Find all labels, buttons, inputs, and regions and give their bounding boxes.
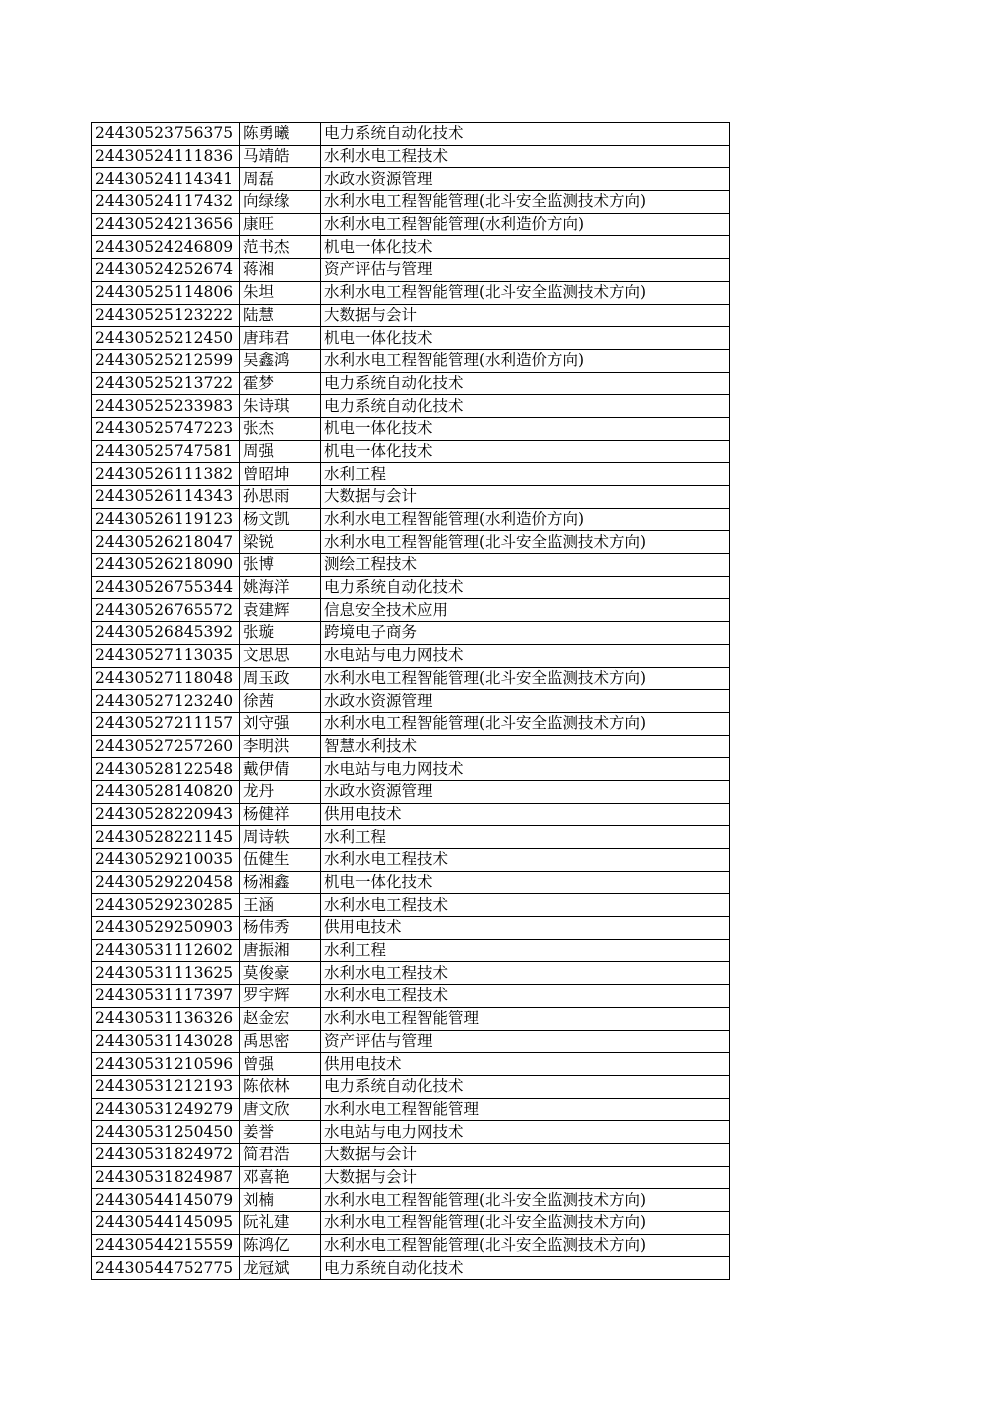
student-name-cell: 曾强 — [240, 1053, 321, 1076]
student-name-cell: 陈鸿亿 — [240, 1234, 321, 1257]
student-name-cell: 姚海洋 — [240, 576, 321, 599]
student-id-cell: 24430531824972 — [92, 1143, 240, 1166]
major-cell: 水利水电工程技术 — [321, 985, 730, 1008]
student-name-cell: 戴伊倩 — [240, 758, 321, 781]
table-row — [92, 1189, 730, 1212]
student-name-cell: 朱诗琪 — [240, 395, 321, 418]
major-cell: 水政水资源管理 — [321, 168, 730, 191]
major-cell: 水利水电工程智能管理(水利造价方向) — [321, 508, 730, 531]
table-row — [92, 372, 730, 395]
major-cell: 电力系统自动化技术 — [321, 1257, 730, 1280]
student-name-cell: 袁建辉 — [240, 599, 321, 622]
table-row — [92, 667, 730, 690]
student-name-cell: 姜誉 — [240, 1121, 321, 1144]
major-cell: 电力系统自动化技术 — [321, 123, 730, 146]
student-id-cell: 24430526114343 — [92, 486, 240, 509]
student-name-cell: 吴鑫鸿 — [240, 349, 321, 372]
student-id-cell: 24430525747223 — [92, 417, 240, 440]
major-cell: 机电一体化技术 — [321, 327, 730, 350]
table-row — [92, 1234, 730, 1257]
student-id-cell: 24430531113625 — [92, 962, 240, 985]
student-id-cell: 24430544215559 — [92, 1234, 240, 1257]
table-row — [92, 962, 730, 985]
table-row — [92, 1166, 730, 1189]
major-cell: 智慧水利技术 — [321, 735, 730, 758]
table-row — [92, 486, 730, 509]
student-name-cell: 伍健生 — [240, 849, 321, 872]
table-row — [92, 145, 730, 168]
student-id-cell: 24430524117432 — [92, 191, 240, 214]
student-name-cell: 蒋湘 — [240, 259, 321, 282]
table-row — [92, 1030, 730, 1053]
major-cell: 水利水电工程智能管理(北斗安全监测技术方向) — [321, 531, 730, 554]
student-name-cell: 唐文欣 — [240, 1098, 321, 1121]
student-name-cell: 梁锐 — [240, 531, 321, 554]
table-row — [92, 712, 730, 735]
student-id-cell: 24430524213656 — [92, 213, 240, 236]
student-id-cell: 24430528140820 — [92, 780, 240, 803]
table-row — [92, 1007, 730, 1030]
table-row — [92, 803, 730, 826]
student-name-cell: 阮礼建 — [240, 1212, 321, 1235]
major-cell: 水利水电工程智能管理 — [321, 1007, 730, 1030]
student-name-cell: 龙丹 — [240, 780, 321, 803]
table-row — [92, 1053, 730, 1076]
table-row — [92, 917, 730, 940]
student-id-cell: 24430525212450 — [92, 327, 240, 350]
table-row — [92, 735, 730, 758]
student-name-cell: 禹思密 — [240, 1030, 321, 1053]
student-name-cell: 霍梦 — [240, 372, 321, 395]
major-cell: 水利水电工程智能管理 — [321, 1098, 730, 1121]
student-id-cell: 24430531112602 — [92, 939, 240, 962]
student-name-cell: 向绿缘 — [240, 191, 321, 214]
student-name-cell: 邓喜艳 — [240, 1166, 321, 1189]
student-name-cell: 李明洪 — [240, 735, 321, 758]
student-id-cell: 24430525233983 — [92, 395, 240, 418]
major-cell: 大数据与会计 — [321, 304, 730, 327]
table-row — [92, 440, 730, 463]
major-cell: 供用电技术 — [321, 917, 730, 940]
student-id-cell: 24430531824987 — [92, 1166, 240, 1189]
table-row — [92, 1143, 730, 1166]
student-name-cell: 杨健祥 — [240, 803, 321, 826]
student-name-cell: 范书杰 — [240, 236, 321, 259]
table-row — [92, 599, 730, 622]
major-cell: 水利水电工程智能管理(北斗安全监测技术方向) — [321, 667, 730, 690]
student-name-cell: 罗宇辉 — [240, 985, 321, 1008]
table-row — [92, 236, 730, 259]
table-row — [92, 849, 730, 872]
major-cell: 水利水电工程智能管理(水利造价方向) — [321, 213, 730, 236]
major-cell: 水利水电工程智能管理(水利造价方向) — [321, 349, 730, 372]
major-cell: 水利工程 — [321, 826, 730, 849]
student-name-cell: 朱坦 — [240, 281, 321, 304]
table-row — [92, 463, 730, 486]
student-id-cell: 24430529250903 — [92, 917, 240, 940]
table-row — [92, 1212, 730, 1235]
major-cell: 水利水电工程智能管理(北斗安全监测技术方向) — [321, 1212, 730, 1235]
table-row — [92, 576, 730, 599]
major-cell: 测绘工程技术 — [321, 554, 730, 577]
major-cell: 机电一体化技术 — [321, 871, 730, 894]
major-cell: 水利水电工程技术 — [321, 849, 730, 872]
table-row — [92, 531, 730, 554]
student-name-cell: 周玉政 — [240, 667, 321, 690]
major-cell: 水利水电工程智能管理(北斗安全监测技术方向) — [321, 191, 730, 214]
student-name-cell: 莫俊豪 — [240, 962, 321, 985]
student-id-cell: 24430527113035 — [92, 644, 240, 667]
major-cell: 供用电技术 — [321, 803, 730, 826]
student-id-cell: 24430527118048 — [92, 667, 240, 690]
student-id-cell: 24430531250450 — [92, 1121, 240, 1144]
student-id-cell: 24430529220458 — [92, 871, 240, 894]
student-id-cell: 24430531117397 — [92, 985, 240, 1008]
table-row — [92, 281, 730, 304]
student-name-cell: 张博 — [240, 554, 321, 577]
student-id-cell: 24430526755344 — [92, 576, 240, 599]
student-id-cell: 24430525114806 — [92, 281, 240, 304]
student-id-cell: 24430523756375 — [92, 123, 240, 146]
student-name-cell: 简君浩 — [240, 1143, 321, 1166]
major-cell: 水利水电工程技术 — [321, 145, 730, 168]
student-name-cell: 马靖皓 — [240, 145, 321, 168]
table-row — [92, 758, 730, 781]
table-row — [92, 213, 730, 236]
major-cell: 机电一体化技术 — [321, 236, 730, 259]
student-name-cell: 赵金宏 — [240, 1007, 321, 1030]
student-name-cell: 张杰 — [240, 417, 321, 440]
table-row — [92, 871, 730, 894]
major-cell: 电力系统自动化技术 — [321, 372, 730, 395]
student-name-cell: 唐振湘 — [240, 939, 321, 962]
student-id-cell: 24430526845392 — [92, 622, 240, 645]
major-cell: 信息安全技术应用 — [321, 599, 730, 622]
major-cell: 大数据与会计 — [321, 486, 730, 509]
major-cell: 大数据与会计 — [321, 1166, 730, 1189]
major-cell: 资产评估与管理 — [321, 1030, 730, 1053]
major-cell: 机电一体化技术 — [321, 417, 730, 440]
table-row — [92, 1121, 730, 1144]
student-name-cell: 杨湘鑫 — [240, 871, 321, 894]
table-row — [92, 939, 730, 962]
major-cell: 水利水电工程智能管理(北斗安全监测技术方向) — [321, 712, 730, 735]
student-name-cell: 王涵 — [240, 894, 321, 917]
major-cell: 水利工程 — [321, 939, 730, 962]
major-cell: 水电站与电力网技术 — [321, 1121, 730, 1144]
student-name-cell: 龙冠斌 — [240, 1257, 321, 1280]
student-name-cell: 刘楠 — [240, 1189, 321, 1212]
student-id-cell: 24430528122548 — [92, 758, 240, 781]
table-row — [92, 644, 730, 667]
student-id-cell: 24430544145095 — [92, 1212, 240, 1235]
student-id-cell: 24430531143028 — [92, 1030, 240, 1053]
major-cell: 跨境电子商务 — [321, 622, 730, 645]
student-name-cell: 孙思雨 — [240, 486, 321, 509]
table-row — [92, 508, 730, 531]
table-row — [92, 304, 730, 327]
student-name-cell: 周诗轶 — [240, 826, 321, 849]
student-id-cell: 24430526218047 — [92, 531, 240, 554]
major-cell: 水政水资源管理 — [321, 780, 730, 803]
student-id-cell: 24430531210596 — [92, 1053, 240, 1076]
student-id-cell: 24430524111836 — [92, 145, 240, 168]
major-cell: 大数据与会计 — [321, 1143, 730, 1166]
student-id-cell: 24430526111382 — [92, 463, 240, 486]
student-name-cell: 杨伟秀 — [240, 917, 321, 940]
major-cell: 电力系统自动化技术 — [321, 1075, 730, 1098]
student-name-cell: 周强 — [240, 440, 321, 463]
table-row — [92, 123, 730, 146]
student-name-cell: 杨文凯 — [240, 508, 321, 531]
major-cell: 水利水电工程智能管理(北斗安全监测技术方向) — [321, 281, 730, 304]
table-row — [92, 894, 730, 917]
student-id-cell: 24430544145079 — [92, 1189, 240, 1212]
student-id-cell: 24430527257260 — [92, 735, 240, 758]
table-row — [92, 554, 730, 577]
table-body — [92, 123, 730, 1280]
table-row — [92, 191, 730, 214]
student-name-cell: 张璇 — [240, 622, 321, 645]
student-name-cell: 文思思 — [240, 644, 321, 667]
major-cell: 机电一体化技术 — [321, 440, 730, 463]
table-row — [92, 349, 730, 372]
table-row — [92, 327, 730, 350]
table-row — [92, 395, 730, 418]
student-name-cell: 刘守强 — [240, 712, 321, 735]
student-id-cell: 24430528221145 — [92, 826, 240, 849]
table-row — [92, 985, 730, 1008]
table-row — [92, 1257, 730, 1280]
student-name-cell: 陈勇曦 — [240, 123, 321, 146]
student-id-cell: 24430524246809 — [92, 236, 240, 259]
student-id-cell: 24430525747581 — [92, 440, 240, 463]
student-table — [91, 122, 730, 1280]
major-cell: 水利水电工程技术 — [321, 894, 730, 917]
table-row — [92, 417, 730, 440]
major-cell: 水电站与电力网技术 — [321, 644, 730, 667]
major-cell: 电力系统自动化技术 — [321, 395, 730, 418]
major-cell: 电力系统自动化技术 — [321, 576, 730, 599]
major-cell: 供用电技术 — [321, 1053, 730, 1076]
major-cell: 水电站与电力网技术 — [321, 758, 730, 781]
major-cell: 资产评估与管理 — [321, 259, 730, 282]
student-id-cell: 24430525213722 — [92, 372, 240, 395]
student-id-cell: 24430527211157 — [92, 712, 240, 735]
student-id-cell: 24430526119123 — [92, 508, 240, 531]
student-id-cell: 24430524252674 — [92, 259, 240, 282]
table-row — [92, 622, 730, 645]
student-id-cell: 24430526218090 — [92, 554, 240, 577]
major-cell: 水政水资源管理 — [321, 690, 730, 713]
student-id-cell: 24430528220943 — [92, 803, 240, 826]
student-name-cell: 徐茜 — [240, 690, 321, 713]
major-cell: 水利水电工程智能管理(北斗安全监测技术方向) — [321, 1234, 730, 1257]
student-id-cell: 24430529210035 — [92, 849, 240, 872]
student-id-cell: 24430531249279 — [92, 1098, 240, 1121]
student-id-cell: 24430531136326 — [92, 1007, 240, 1030]
student-name-cell: 唐玮君 — [240, 327, 321, 350]
student-name-cell: 陆慧 — [240, 304, 321, 327]
table-row — [92, 826, 730, 849]
student-id-cell: 24430525123222 — [92, 304, 240, 327]
major-cell: 水利水电工程技术 — [321, 962, 730, 985]
student-id-cell: 24430525212599 — [92, 349, 240, 372]
student-name-cell: 周磊 — [240, 168, 321, 191]
table-row — [92, 690, 730, 713]
student-id-cell: 24430526765572 — [92, 599, 240, 622]
student-name-cell: 康旺 — [240, 213, 321, 236]
student-id-cell: 24430531212193 — [92, 1075, 240, 1098]
student-name-cell: 陈依林 — [240, 1075, 321, 1098]
table-row — [92, 1098, 730, 1121]
student-id-cell: 24430527123240 — [92, 690, 240, 713]
major-cell: 水利水电工程智能管理(北斗安全监测技术方向) — [321, 1189, 730, 1212]
student-name-cell: 曾昭坤 — [240, 463, 321, 486]
table-row — [92, 168, 730, 191]
student-id-cell: 24430524114341 — [92, 168, 240, 191]
table-row — [92, 1075, 730, 1098]
major-cell: 水利工程 — [321, 463, 730, 486]
table-row — [92, 259, 730, 282]
table-row — [92, 780, 730, 803]
student-id-cell: 24430529230285 — [92, 894, 240, 917]
student-id-cell: 24430544752775 — [92, 1257, 240, 1280]
